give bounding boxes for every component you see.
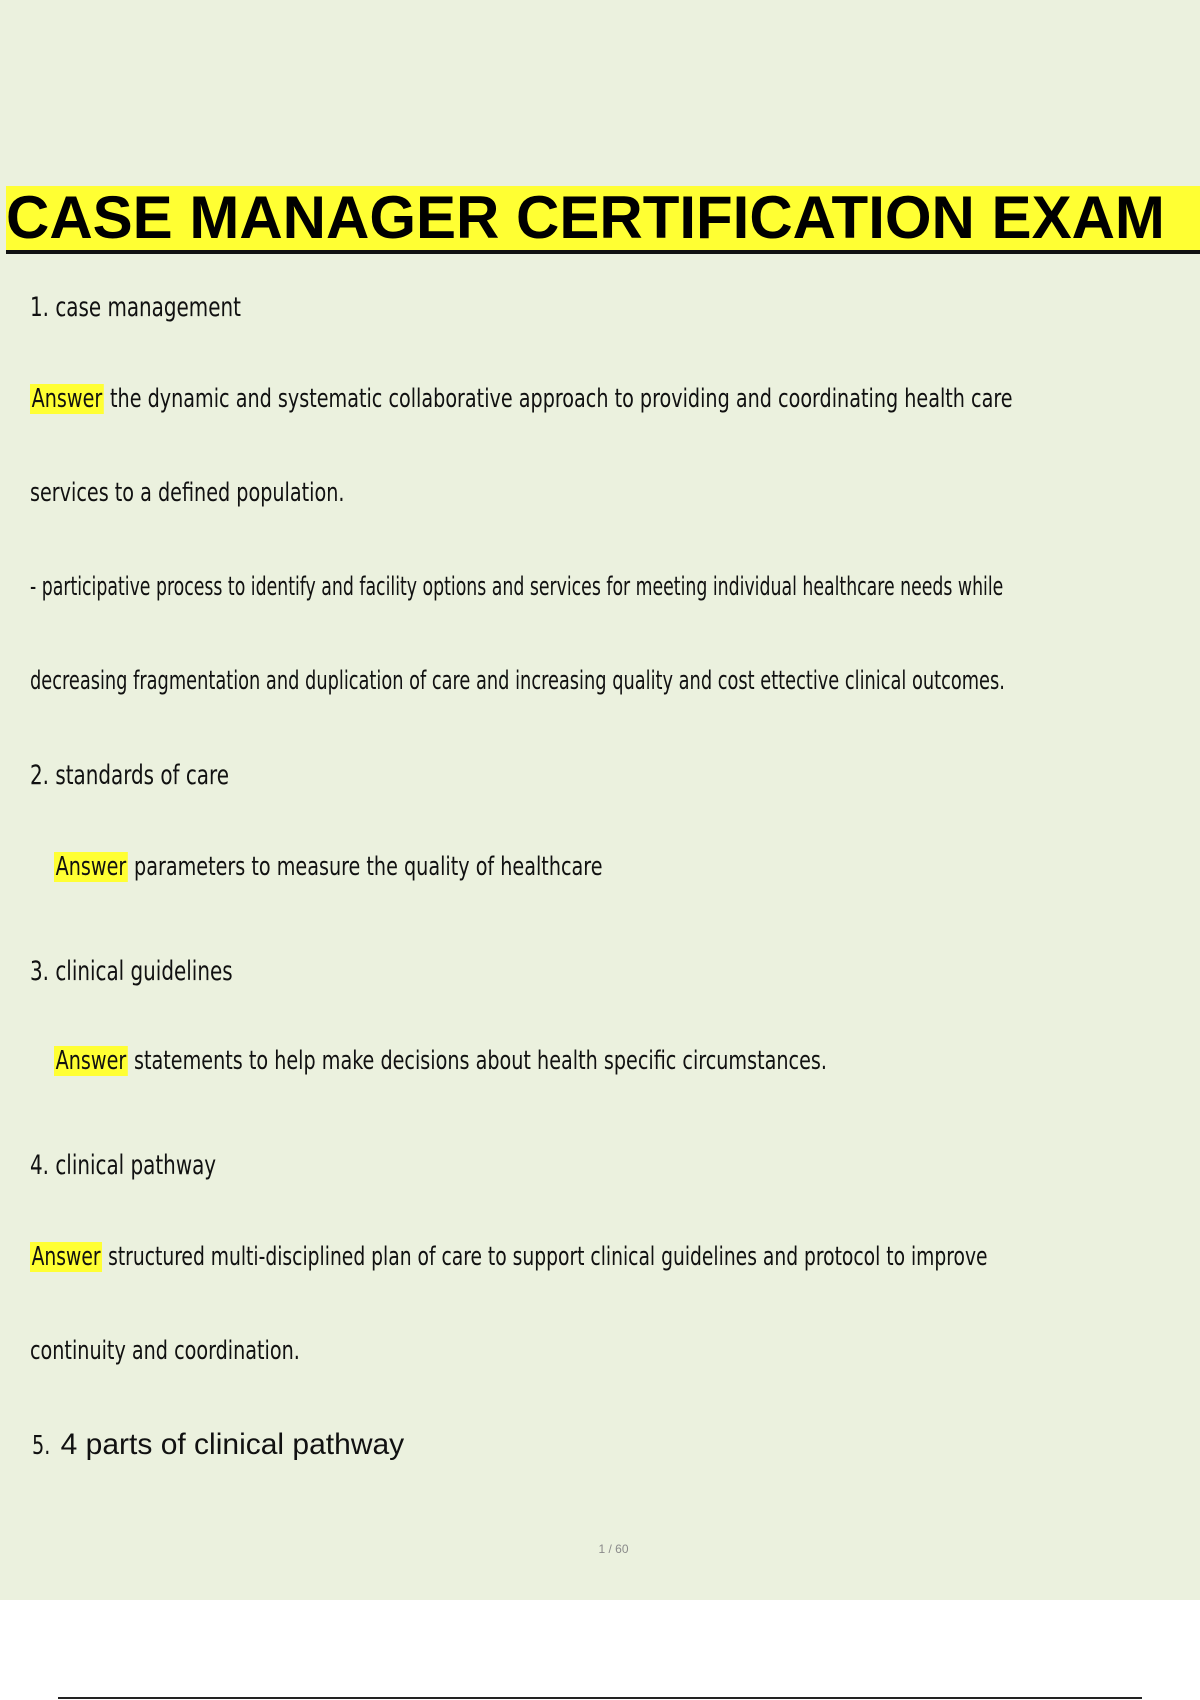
answer-1-line-3 [30, 572, 1003, 602]
answer-4-text-1: structured multi-disciplined plan of care to support clinical guidelines and protocol to improve [108, 1242, 988, 1272]
page-number: 1 / 60 [598, 1542, 629, 1556]
question-1 [30, 292, 241, 323]
question-2 [30, 760, 229, 791]
question-5 [30, 1428, 404, 1462]
question-5-number: 5. [32, 1431, 51, 1461]
bottom-divider [58, 1697, 1142, 1699]
question-5-term: 4 parts of clinical pathway [60, 1428, 405, 1461]
answer-1-text-2: services to a defined population. [30, 478, 345, 508]
answer-1-text-4: decreasing fragmentation and duplication of care and increasing quality and cost ettective clinical outcomes. [30, 666, 1005, 696]
question-1-number: 1. [30, 292, 50, 323]
question-3 [30, 956, 233, 987]
question-3-term: clinical guidelines [55, 956, 233, 987]
answer-1-line-2 [30, 478, 344, 508]
answer-1-text-1: the dynamic and systematic collaborative approach to providing and coordinating health care [110, 384, 1013, 414]
document-title: CASE MANAGER CERTIFICATION EXAM [6, 186, 1165, 251]
question-3-number: 3. [30, 956, 50, 987]
answer-1-text-3: - participative process to identify and facility options and services for meeting individual healthcare needs while [30, 572, 1004, 602]
answer-3-line-1 [54, 1046, 827, 1076]
answer-label: Answer [55, 1046, 127, 1076]
answer-4-line-1 [30, 1242, 988, 1272]
question-4 [30, 1150, 216, 1181]
title-banner [6, 186, 1200, 254]
answer-2-line-1 [54, 852, 603, 882]
answer-4-text-2: continuity and coordination. [30, 1336, 300, 1366]
answer-label: Answer [31, 384, 103, 414]
question-1-term: case management [55, 292, 241, 323]
answer-2-text-1: parameters to measure the quality of healthcare [134, 852, 603, 882]
question-2-term: standards of care [55, 760, 229, 791]
question-4-number: 4. [30, 1150, 50, 1181]
answer-4-line-2 [30, 1336, 300, 1366]
answer-3-text-1: statements to help make decisions about health specific circumstances. [134, 1046, 827, 1076]
answer-1-line-1 [30, 384, 1013, 414]
answer-label: Answer [31, 1242, 101, 1272]
question-4-term: clinical pathway [55, 1150, 217, 1181]
answer-1-line-4 [30, 666, 1005, 696]
question-2-number: 2. [30, 760, 50, 791]
answer-label: Answer [55, 852, 127, 882]
